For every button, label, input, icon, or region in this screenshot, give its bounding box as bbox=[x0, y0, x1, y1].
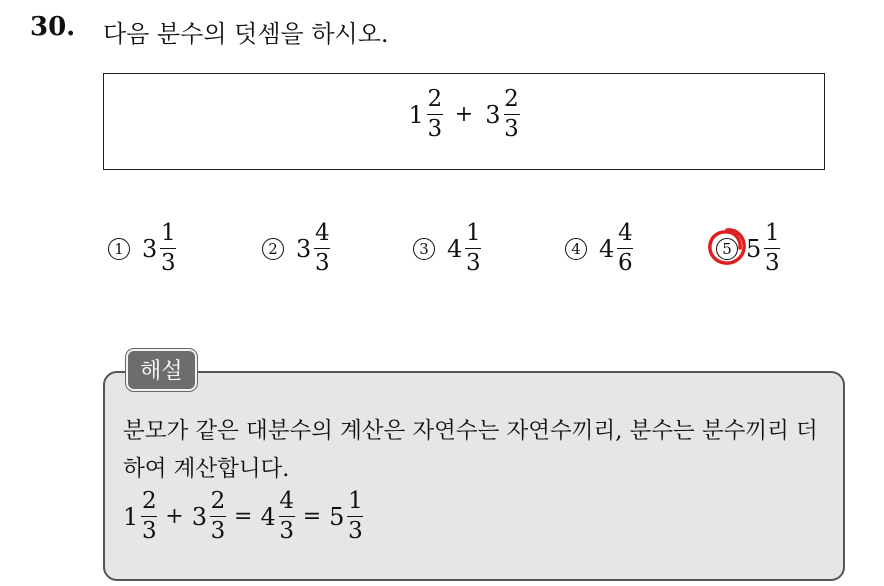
whole-part: 1 bbox=[408, 100, 424, 129]
plus-operator: + bbox=[165, 504, 184, 529]
choice-value bbox=[142, 222, 176, 275]
numerator: 2 bbox=[427, 86, 443, 112]
denominator: 3 bbox=[504, 116, 519, 142]
fraction-bar bbox=[465, 248, 481, 249]
choice-value bbox=[296, 222, 330, 275]
whole-part: 3 bbox=[142, 234, 158, 263]
whole-part: 1 bbox=[123, 502, 139, 531]
answer-choices bbox=[0, 222, 884, 292]
explanation-text: 분모가 같은 대분수의 계산은 자연수는 자연수끼리, 분수는 분수끼리 더하여 계산합니다. bbox=[123, 418, 818, 482]
fraction bbox=[465, 222, 481, 275]
fraction-bar bbox=[141, 516, 157, 517]
fraction bbox=[160, 222, 176, 275]
numerator: 1 bbox=[348, 488, 363, 514]
denominator: 3 bbox=[348, 518, 363, 544]
denominator: 3 bbox=[279, 518, 295, 544]
whole-part: 5 bbox=[746, 234, 762, 263]
numerator: 1 bbox=[160, 220, 176, 246]
numerator: 1 bbox=[465, 220, 481, 246]
choice-value bbox=[599, 222, 633, 275]
equals-operator: = bbox=[234, 504, 253, 529]
equals-operator: = bbox=[302, 504, 322, 529]
numerator: 4 bbox=[314, 220, 330, 246]
fraction bbox=[504, 88, 520, 141]
fraction bbox=[617, 222, 633, 275]
fraction-bar bbox=[314, 248, 330, 249]
explanation-calculation bbox=[123, 490, 363, 543]
fraction-bar bbox=[347, 516, 363, 517]
answer-circle-mark bbox=[706, 226, 748, 268]
explanation-tag: 해설 bbox=[126, 349, 197, 391]
choice-2[interactable] bbox=[262, 222, 330, 275]
fraction bbox=[210, 490, 226, 543]
calc-term-1 bbox=[123, 490, 157, 543]
fraction-bar bbox=[504, 114, 520, 115]
fraction bbox=[427, 88, 443, 141]
expression bbox=[104, 88, 824, 141]
fraction-bar bbox=[764, 248, 780, 249]
numerator: 4 bbox=[617, 220, 633, 246]
whole-part: 3 bbox=[296, 234, 312, 263]
question-number: 30. bbox=[30, 12, 76, 42]
choice-number: 5 bbox=[716, 238, 738, 260]
choice-value bbox=[746, 222, 780, 275]
choice-1[interactable] bbox=[108, 222, 176, 275]
fraction bbox=[314, 222, 330, 275]
fraction bbox=[141, 490, 157, 543]
whole-part: 4 bbox=[599, 234, 615, 263]
calc-term-3 bbox=[260, 490, 294, 543]
fraction bbox=[279, 490, 295, 543]
denominator: 3 bbox=[427, 116, 443, 142]
choice-number: 1 bbox=[108, 238, 130, 260]
choice-value bbox=[447, 222, 481, 275]
numerator: 2 bbox=[504, 86, 519, 112]
denominator: 3 bbox=[210, 518, 226, 544]
denominator: 3 bbox=[764, 250, 780, 276]
mixed-number-b bbox=[485, 88, 519, 141]
fraction-bar bbox=[279, 516, 295, 517]
choice-number: 2 bbox=[262, 238, 284, 260]
plus-operator: + bbox=[454, 102, 474, 127]
fraction bbox=[347, 490, 363, 543]
denominator: 3 bbox=[141, 518, 157, 544]
choice-number: 3 bbox=[413, 238, 435, 260]
expression-box bbox=[103, 73, 825, 170]
calc-term-4 bbox=[329, 490, 363, 543]
fraction-bar bbox=[617, 248, 633, 249]
whole-part: 5 bbox=[329, 502, 345, 531]
whole-part: 3 bbox=[485, 100, 501, 129]
whole-part: 4 bbox=[447, 234, 463, 263]
choice-3[interactable] bbox=[413, 222, 481, 275]
denominator: 6 bbox=[617, 250, 633, 276]
choice-4[interactable] bbox=[565, 222, 633, 275]
fraction-bar bbox=[160, 248, 176, 249]
denominator: 3 bbox=[314, 250, 330, 276]
mixed-number-a bbox=[409, 88, 443, 141]
numerator: 1 bbox=[764, 220, 780, 246]
whole-part: 3 bbox=[191, 502, 207, 531]
denominator: 3 bbox=[465, 250, 481, 276]
choice-number: 4 bbox=[565, 238, 587, 260]
denominator: 3 bbox=[160, 250, 176, 276]
calc-term-2 bbox=[192, 490, 226, 543]
numerator: 4 bbox=[279, 488, 295, 514]
question-text: 다음 분수의 덧셈을 하시오. bbox=[103, 20, 389, 48]
whole-part: 4 bbox=[260, 502, 276, 531]
fraction-bar bbox=[427, 114, 443, 115]
fraction-bar bbox=[210, 516, 226, 517]
numerator: 2 bbox=[141, 488, 157, 514]
fraction bbox=[764, 222, 780, 275]
numerator: 2 bbox=[210, 488, 226, 514]
